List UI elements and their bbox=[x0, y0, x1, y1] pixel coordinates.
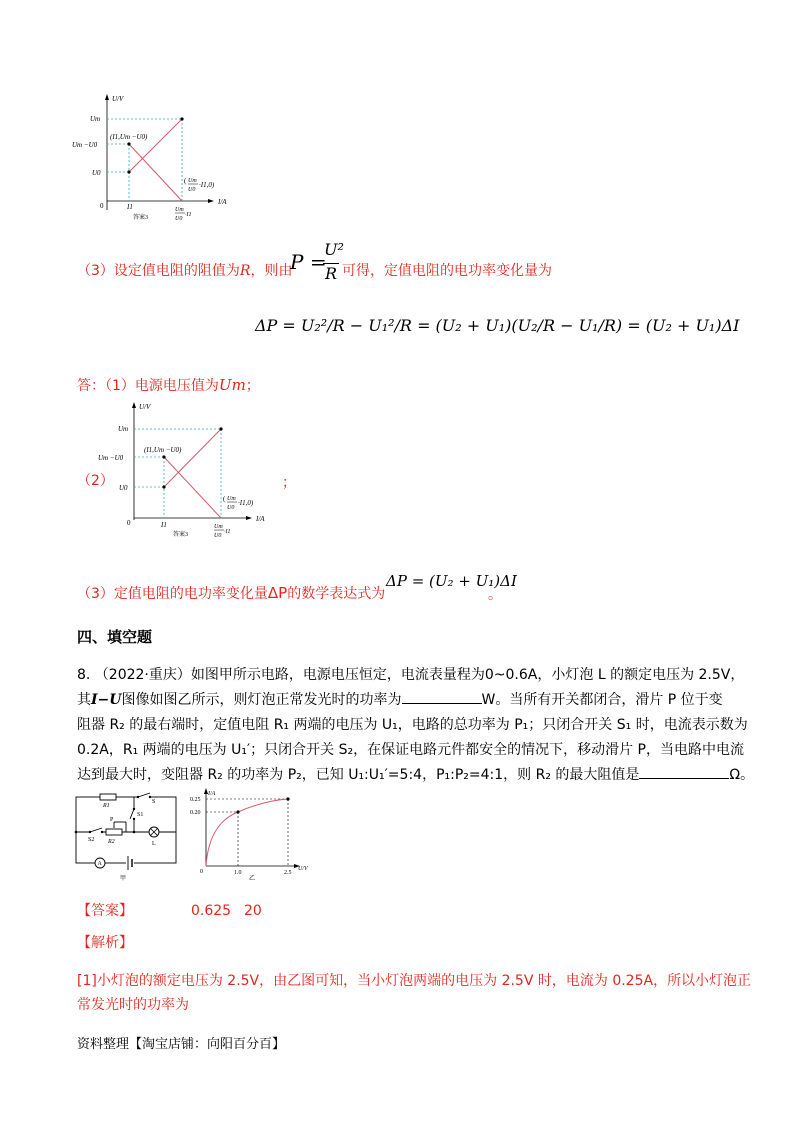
um-minus-u0-label: Um −U0 bbox=[98, 454, 124, 462]
circuit-diagram bbox=[70, 792, 185, 884]
question-line5-a: 达到最大时，变阻器 R₂ 的功率为 P₂，已知 U₁:U₁′=5:4，P₁:P₂=4:1，则 R₂ 的最大阻值是 bbox=[77, 767, 640, 783]
analysis-line1: [1]小灯泡的额定电压为 2.5V，由乙图可知，当小灯泡两端的电压为 2.5V 时，电流为 0.25A，所以小灯泡正 bbox=[77, 973, 752, 989]
answer-line3-formula: ΔP = (U₂ + U₁)ΔI bbox=[386, 572, 517, 590]
bottom-den: U0 bbox=[214, 533, 222, 539]
x-axis-label: I/A bbox=[256, 515, 265, 523]
um-label: Um bbox=[90, 115, 101, 123]
point-b-den: U0 bbox=[227, 505, 235, 511]
y-axis-label: U/V bbox=[112, 95, 124, 103]
question-line4: 0.2A，R₁ 两端的电压为 U₁′；只闭合开关 S₂，在保证电路元件都安全的情况下，移动滑片 P，当电路中电流 bbox=[77, 742, 744, 758]
iu-tick-0: 0 bbox=[200, 869, 203, 875]
analysis-line2: 常发光时的功率为 bbox=[77, 997, 189, 1013]
question-line2-a: 其 bbox=[77, 692, 91, 708]
step3-prefix: （3）设定值电阻的阻值为 bbox=[77, 263, 240, 279]
question-line2-b: 图像如图乙所示，则灯泡正常发光时的功率为 bbox=[121, 692, 402, 708]
power-formula-lhs: P = bbox=[290, 250, 327, 274]
iu-tick-020: 0.20 bbox=[190, 810, 201, 816]
s-label: S bbox=[152, 799, 156, 805]
power-formula-num: U² bbox=[324, 240, 344, 259]
question-line2-iu: I−U bbox=[91, 692, 122, 708]
answer-figure-2 bbox=[98, 398, 283, 546]
u0-label: U0 bbox=[119, 484, 128, 492]
i1-label: I1 bbox=[127, 203, 133, 211]
bottom-num: Um bbox=[175, 207, 184, 213]
answer-line1 bbox=[77, 374, 260, 397]
point-b-tail: ·I1,0) bbox=[199, 181, 215, 189]
step3-var-r: R bbox=[239, 263, 251, 279]
iu-x-axis: U/V bbox=[298, 866, 308, 872]
answer-line1-value: Um bbox=[218, 376, 246, 394]
answer-value-1: 0.625 bbox=[191, 903, 232, 919]
iu-tick-10: 1.0 bbox=[234, 870, 242, 876]
step3-line bbox=[77, 260, 292, 282]
svg-text:(: ( bbox=[223, 495, 226, 503]
iu-caption: 乙 bbox=[249, 876, 256, 882]
bottom-tail: ·I1 bbox=[224, 529, 231, 535]
bottom-num: Um bbox=[214, 524, 223, 530]
answer-line3-suffix: 的数学表达式为 bbox=[287, 586, 386, 602]
answer-line3-var: ΔP bbox=[267, 584, 288, 602]
question-line1: 8. （2022·重庆）如图甲所示电路，电源电压恒定，电流表量程为0~0.6A，小灯泡 L 的额定电压为 2.5V， bbox=[77, 667, 745, 683]
r2-label: R2 bbox=[108, 839, 115, 845]
answer-blank-1 bbox=[402, 689, 482, 704]
bottom-den: U0 bbox=[175, 216, 183, 222]
iu-graph bbox=[186, 786, 311, 886]
step3-suffix: 可得，定值电阻的电功率变化量为 bbox=[342, 263, 552, 279]
circuit-caption: 甲 bbox=[120, 876, 127, 882]
answer-line1-prefix: 答：（1）电源电压值为 bbox=[77, 378, 219, 394]
s2-label: S2 bbox=[88, 837, 95, 843]
question-line3: 阻器 R₂ 的最右端时，定值电阻 R₁ 两端的电压为 U₁，电路的总功率为 P₁；只闭合开关 S₁ 时，电流表示数为 bbox=[77, 717, 748, 733]
figure-caption: 答案3 bbox=[173, 532, 189, 538]
point-b-num: Um bbox=[188, 178, 197, 184]
question-line5 bbox=[77, 764, 754, 786]
power-formula bbox=[290, 242, 350, 286]
i1-label: I1 bbox=[161, 521, 167, 529]
answer-line2-label: （2） bbox=[77, 473, 114, 489]
point-b-tail: ·I1,0) bbox=[238, 499, 254, 507]
um-label: Um bbox=[118, 425, 129, 433]
iu-tick-25: 2.5 bbox=[284, 870, 292, 876]
answer-label: 【答案】 bbox=[77, 903, 133, 919]
answer-line3 bbox=[77, 582, 385, 605]
p-label: P bbox=[110, 817, 114, 823]
y-axis-label: U/V bbox=[139, 403, 151, 411]
answer-line1-suffix: ； bbox=[245, 378, 260, 394]
x-axis-label: I/A bbox=[218, 198, 227, 206]
main-formula: ΔP = U₂²/R − U₁²/R = (U₂ + U₁)(U₂/R − U₁/R) = (U₂ + U₁)ΔI bbox=[255, 316, 740, 335]
point-b-num: Um bbox=[227, 496, 236, 502]
origin-label: 0 bbox=[100, 202, 104, 210]
question-line2-c: W。当所有开关都闭合，滑片 P 位于变 bbox=[481, 692, 723, 708]
answer-value-2: 20 bbox=[244, 903, 262, 919]
ammeter-label: A bbox=[97, 861, 102, 867]
svg-text:(: ( bbox=[184, 177, 187, 185]
point-a-label: (I1,Um −U0) bbox=[110, 133, 148, 141]
um-minus-u0-label: Um −U0 bbox=[72, 141, 98, 149]
iu-tick-025: 0.25 bbox=[190, 797, 201, 803]
lamp-label: L bbox=[152, 841, 156, 847]
point-b-den: U0 bbox=[188, 187, 196, 193]
point-a-label: (I1,Um −U0) bbox=[144, 446, 182, 454]
footer-text: 资料整理【淘宝店铺：向阳百分百】 bbox=[77, 1037, 286, 1052]
iu-y-axis: I/A bbox=[208, 791, 216, 797]
step3-middle: ，则由 bbox=[250, 263, 293, 279]
answer-line3-prefix: （3）定值电阻的电功率变化量 bbox=[77, 586, 268, 602]
analysis-label: 【解析】 bbox=[77, 935, 133, 951]
question-line5-b: Ω。 bbox=[729, 767, 755, 783]
power-formula-den: R bbox=[325, 264, 338, 283]
answer-line3-end: 。 bbox=[488, 587, 502, 603]
answer-blank-2 bbox=[639, 764, 729, 779]
figure-caption: 答案3 bbox=[133, 215, 149, 221]
answer-figure-top bbox=[70, 90, 240, 230]
origin-label: 0 bbox=[127, 519, 131, 527]
section-heading: 四、填空题 bbox=[77, 628, 153, 646]
s1-label: S1 bbox=[137, 812, 144, 818]
question-line2 bbox=[77, 689, 723, 711]
r1-label: R1 bbox=[103, 803, 110, 809]
answer-line2-suffix: ； bbox=[282, 475, 296, 491]
bottom-tail: ·I1 bbox=[185, 212, 192, 218]
u0-label: U0 bbox=[92, 169, 101, 177]
